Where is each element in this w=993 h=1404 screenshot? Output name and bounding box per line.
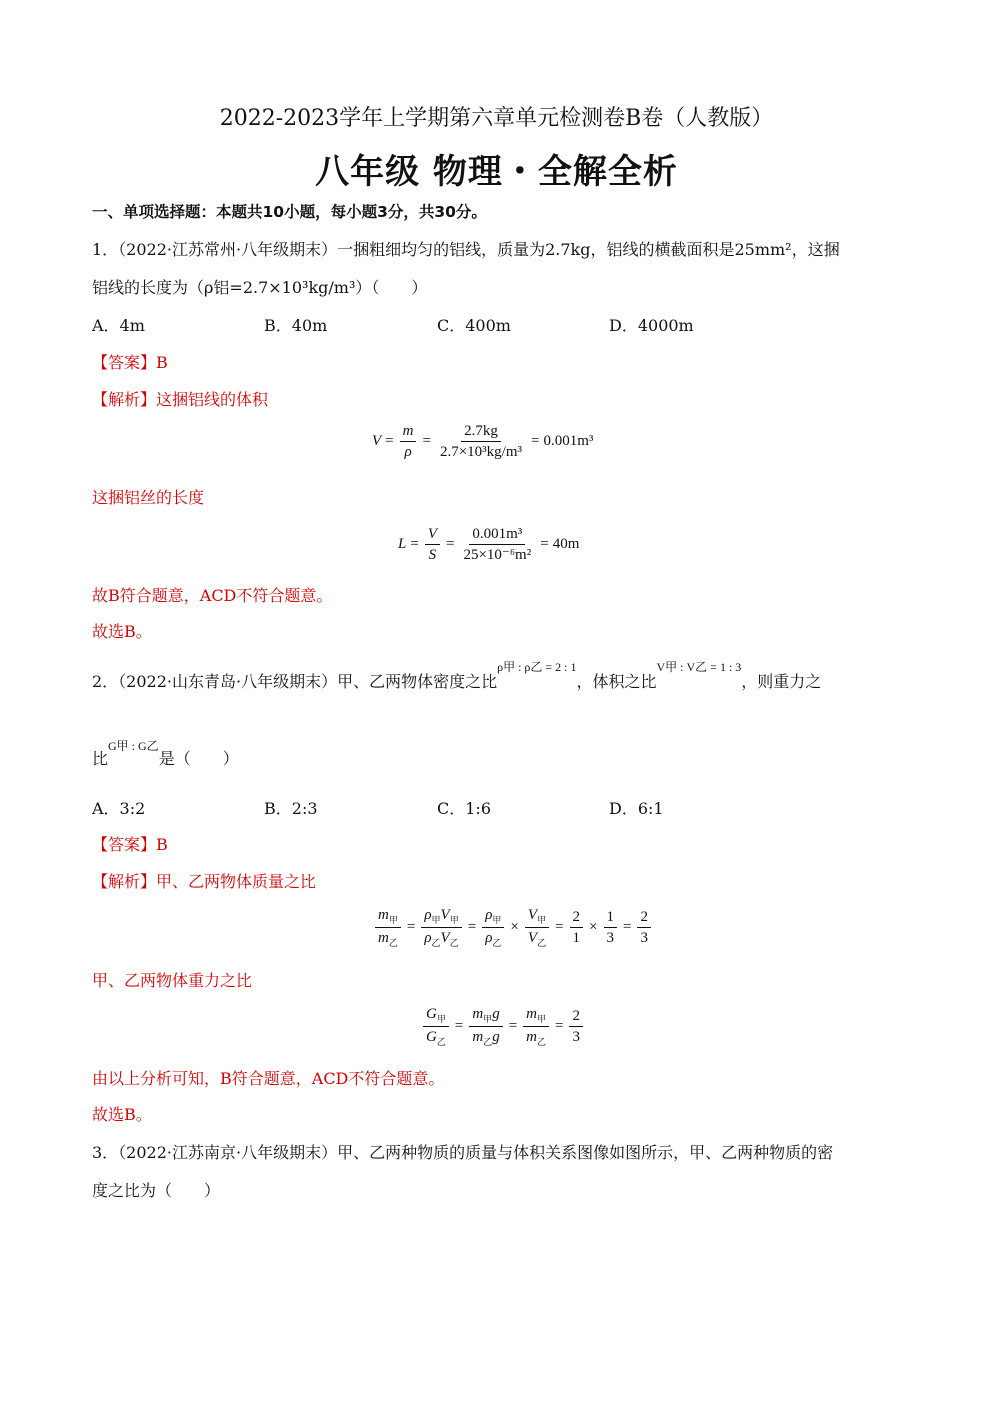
q1-formula-length: L = $\frac{V}{S}$ = $\frac{\text{0.001m³}}{\text{25×10⁻⁶m²}}$ = 40m [398, 526, 580, 563]
q1-option-b: B．40m [264, 316, 328, 335]
q2-text-gravity: 甲、乙两物体重力之比 [92, 971, 253, 990]
q2-choice: 故选B。 [92, 1105, 152, 1124]
q1-stem-line1: 1．（2022·江苏常州·八年级期末）一捆粗细均匀的铝线，质量为2.7kg，铝线的横截面积是25mm²，这捆 [92, 240, 840, 259]
q1-conclusion: 故B符合题意，ACD不符合题意。 [92, 586, 333, 605]
q1-formula-volume: V = $\frac{m}{\rho}$ = $\frac{2.7kg}{\text{2.7×10³kg/m³}}$ = 0.001m³ [372, 423, 594, 460]
q2-conclusion: 由以上分析可知，B符合题意，ACD不符合题意。 [92, 1069, 445, 1088]
q1-choice: 故选B。 [92, 622, 152, 641]
q2-formula-gravity-ratio: $\frac{G_甲}{G_乙}$ = $\frac{m_甲g}{m_乙g}$ = $\frac{m_甲}{m_乙}$ = $\frac{2}{3}$ [421, 1005, 585, 1048]
q2-stem-line2: 比G甲 : G乙是（ ） [92, 739, 239, 768]
q3-stem-line2: 度之比为（ ） [92, 1181, 221, 1200]
q1-option-a: A．4m [92, 316, 145, 335]
document-subtitle: 八年级 物理・全解全析 [315, 152, 678, 192]
q2-option-c: C．1:6 [437, 799, 491, 818]
q2-formula-mass-ratio: $\frac{m_甲}{m_乙}$ = $\frac{\rho_甲V_甲}{\rho_乙V_乙}$ = $\frac{\rho_甲}{\rho_乙}$ × $\frac{V_甲}{V_乙}$ = $\frac{2}{1}$ × $\frac{1}{3}$ = $\frac{2}{3}$ [373, 906, 653, 949]
q2-option-b: B．2:3 [264, 799, 318, 818]
q2-stem-line1: 2．（2022·山东青岛·八年级期末）甲、乙两物体密度之比ρ甲 : ρ乙 = 2 : 1，体积之比V甲 : V乙 = 1 : 3，则重力之 [92, 660, 822, 691]
q1-analysis: 【解析】这捆铝线的体积 [92, 390, 269, 409]
q1-option-c: C．400m [437, 316, 511, 335]
q2-analysis: 【解析】甲、乙两物体质量之比 [92, 872, 317, 891]
section-heading: 一、单项选择题：本题共10小题，每小题3分，共30分。 [92, 203, 487, 221]
q1-answer: 【答案】B [92, 353, 168, 372]
q2-option-d: D．6:1 [609, 799, 664, 818]
q2-option-a: A．3:2 [92, 799, 146, 818]
document-title: 2022-2023学年上学期第六章单元检测卷B卷（人教版） [219, 106, 774, 131]
q3-stem-line1: 3．（2022·江苏南京·八年级期末）甲、乙两种物质的质量与体积关系图像如图所示，甲、乙两种物质的密 [92, 1143, 834, 1162]
q1-text-length: 这捆铝丝的长度 [92, 488, 205, 507]
q2-answer: 【答案】B [92, 835, 168, 854]
q1-stem-line2: 铝线的长度为（ρ铝=2.7×10³kg/m³）（ ） [92, 278, 428, 297]
q1-option-d: D．4000m [609, 316, 694, 335]
